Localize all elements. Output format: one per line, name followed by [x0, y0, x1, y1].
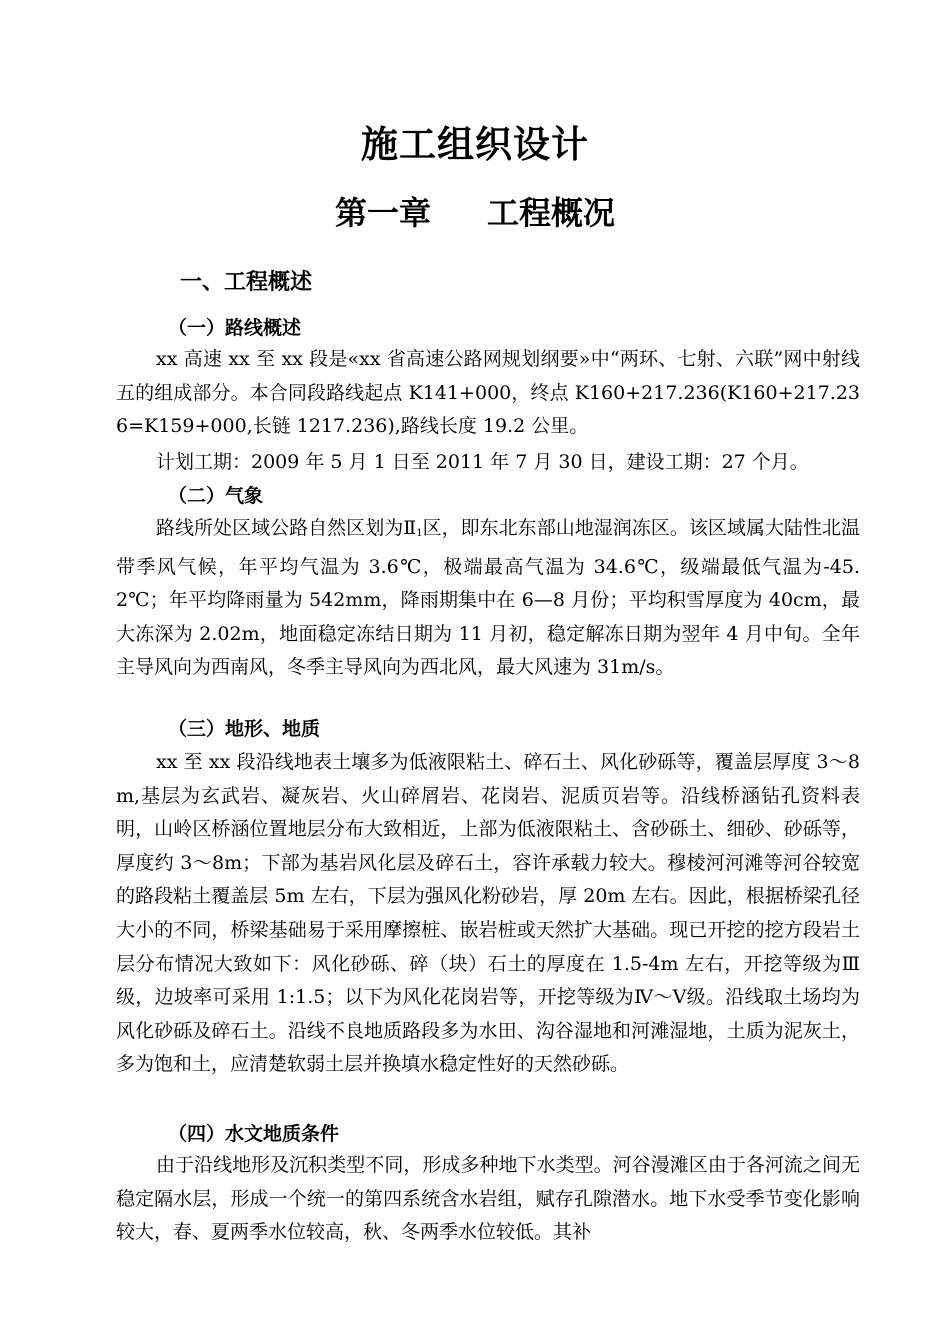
section-heading-overview: 一、工程概述	[180, 269, 313, 295]
paragraph-climate	[116, 512, 860, 685]
climate-text-rest: 区，即东北东部山地湿润冻区。该区域属大陆性北温带季风气候，年平均气温为 3.6℃，极端最高气温为 34.6℃，级端最低气温为-45.2℃；年平均降雨量为 542mm，降雨期集中在 6—8 月份；平均积雪厚度为 40cm，最大冻深为 2.02m，地面稳定冻结日期为 11 月初，稳定解冻日期为翌年 4 月中旬。全年主导风向为西南风，冬季主导风向为西北风，最大风速为 31m/s。	[116, 517, 860, 679]
subsection-heading-route: （一）路线概述	[168, 317, 302, 339]
paragraph-terrain-geology: xx 至 xx 段沿线地表土壤多为低液限粘土、碎石土、风化砂砾等，覆盖层厚度 3～8m,基层为玄武岩、凝灰岩、火山碎屑岩、花岗岩、泥质页岩等。沿线桥涵钻孔资料表明，山岭区桥涵位置地层分布大致相近，上部为低液限粘土、含砂砾土、细砂、砂砾等，厚度约 3～8m；下部为基岩风化层及碎石土，容许承载力较大。穆棱河河滩等河谷较宽的路段粘土覆盖层 5m 左右，下层为强风化粉砂岩，厚 20m 左右。因此，根据桥梁孔径大小的不同，桥梁基础易于采用摩擦桩、嵌岩桩或天然扩大基础。现已开挖的挖方段岩土层分布情况大致如下：风化砂砾、碎（块）石土的厚度在 1.5-4m 左右，开挖等级为Ⅲ级，边坡率可采用 1:1.5；以下为风化花岗岩等，开挖等级为Ⅳ～Ⅴ级。沿线取土场均为风化砂砾及碎石土。沿线不良地质路段多为水田、沟谷湿地和河滩湿地，土质为泥灰土，多为饱和土，应清楚软弱土层并换填水稳定性好的天然砂砾。	[116, 751, 860, 1076]
subsection-heading-climate: （二）气象	[168, 485, 264, 507]
subsection-heading-hydrology: （四）水文地质条件	[168, 1123, 340, 1145]
paragraph-schedule: 计划工期：2009 年 5 月 1 日至 2011 年 7 月 30 日，建设工期：27 个月。	[156, 451, 809, 473]
climate-subscript: 1	[416, 528, 423, 539]
chapter-label: 第一章	[334, 194, 431, 232]
chapter-name: 工程概况	[487, 194, 616, 232]
chapter-title	[0, 190, 950, 236]
subsection-heading-terrain: （三）地形、地质	[168, 718, 321, 740]
climate-text-start: 路线所处区域公路自然区划为Ⅱ	[156, 517, 417, 539]
paragraph-route-overview: xx 高速 xx 至 xx 段是«xx 省高速公路网规划纲要»中“两环、七射、六联”网中射线五的组成部分。本合同段路线起点 K141+000，终点 K160+217.236(K160+217.236=K159+000,长链 1217.236),路线长度 19.2 公里。	[116, 348, 860, 438]
paragraph-hydrology: 由于沿线地形及沉积类型不同，形成多种地下水类型。河谷漫滩区由于各河流之间无稳定隔水层，形成一个统一的第四系统含水岩组，赋存孔隙潜水。地下水受季节变化影响较大，春、夏两季水位较高，秋、冬两季水位较低。其补	[116, 1154, 860, 1244]
document-title: 施工组织设计	[361, 122, 589, 166]
